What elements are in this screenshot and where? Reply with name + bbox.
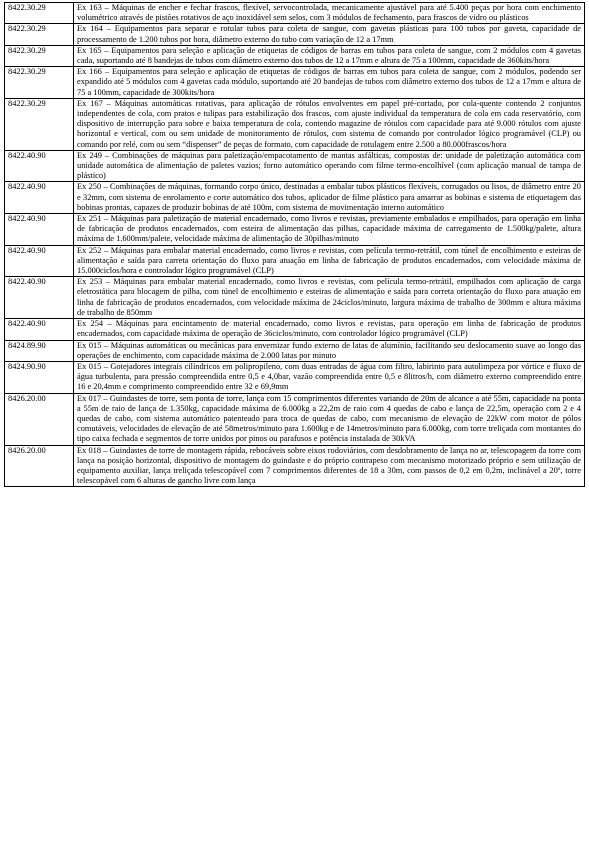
table-row [5,319,585,340]
ncm-code: 8422.30.29 [5,45,74,66]
table-row [5,340,585,361]
table-row [5,24,585,45]
ex-description: Ex 249 – Combinações de máquinas para paletização/empacotamento de mantas asfálticas, compostas de: unidade de paletização automática com unidade automática de alimentação de paletes vazios; forno automático operando com filme termo-encolhível (com aplicação manual de tampa de plástico) [74,150,585,182]
ex-description: Ex 252 – Máquinas para embalar material encadernado, como livros e revistas, com película termo-retrátil, com túnel de encolhimento e esteiras de alimentação e saída para carreta orientação do fluxo para atuação em linha de fabricação de produtos encadernados, com velocidade máxima de 15.000ciclos/hora e controlador lógico programável (CLP) [74,245,585,277]
ex-description: Ex 253 – Máquinas para embalar material encadernado, como livros e revistas, com película termo-retrátil, empilhados com aplicação de carga eletrostática para blocagem de pilha, com túnel de encolhimento e esteiras de alimentação e saída para correta orientação do fluxo para atuação em linha de fabricação de produtos encadernados, com velocidade máxima de 24ciclos/minuto, largura máxima de trabalho de 300mm e altura máxima de trabalho de 850mm [74,277,585,319]
ncm-code: 8422.40.90 [5,150,74,182]
ex-description: Ex 015 – Máquinas automáticas ou mecânicas para envernizar fundo externo de latas de alumínio, facilitando seu deslocamento suave ao longo das operações de enchimento, com capacidade máxima de 2.000 latas por minuto [74,340,585,361]
table-row [5,45,585,66]
ex-description: Ex 251 – Máquinas para paletização de material encadernado, como livros e revistas, previamente embalados e empilhados, para operação em linha de fabricação de produtos encadernados, com esteira de alimentação das pilhas, capacidade máxima de carregamento de 1.500kg/palete, altura máxima de 1.600mm/palete, velocidade máxima de alimentação de 30pilhas/minuto [74,214,585,246]
tariff-table [4,2,585,487]
ex-description: Ex 165 – Equipamentos para seleção e aplicação de etiquetas de códigos de barras em tubos para coleta de sangue, com 2 módulos com 4 gavetas cada, suportando até 8 bandejas de tubos com diâmetro externo dos tubos de 12 a 17mm e altura de 75 a 100mm, capacidade de 360kits/hora [74,45,585,66]
ex-description: Ex 167 – Máquinas automáticas rotativas, para aplicação de rótulos envolventes em papel pré-cortado, por cola-quente contendo 2 conjuntos independentes de cola, com pratos e tulipas para estabilização dos frascos, com ajuste individual da temperatura de cola em cada reservatório, com dispositivo de interrupção para sobre e baixa temperatura de cola, contendo magazine de rótulos com capacidade para até 9.000 rótulos com ajuste horizontal e vertical, com ou sem unidade de monitoramento de rótulos, com sistema de comando por controlador lógico programável (CLP) ou comando por relé, com ou sem “dispenser” de peças de formato, com capacidade de rotulagem entre 2.500 a 80.000frascos/hora [74,98,585,150]
ncm-code: 8424.90.90 [5,361,74,393]
table-row [5,182,585,214]
ex-description: Ex 017 – Guindastes de torre, sem ponta de torre, lança com 15 comprimentos diferentes variando de 20m de alcance a até 55m, capacidade na ponta a 55m de raio de lança de 1.350kg, capacidade máxima de 6.000kg a 22,2m de raio com 4 quedas de cabo e lança de 22,5m, operação com 2 e 4 quedas de cabo, com sistema automático patenteado para troca de quedas de cabo, com mecanismo de elevação de 22kW com motor de pólos comutáveis, velocidades de elevação de até 58metros/minuto para 1.600kg e de 14metros/minuto para 6.000kg, com torre treliçada com montantes do tipo caixa fechada e segmentos de torre unidos por pinos ou parafusos e potência instalada de 30kVA [74,393,585,445]
ncm-code: 8422.30.29 [5,98,74,150]
table-row [5,361,585,393]
ex-description: Ex 164 – Equipamentos para separar e rotular tubos para coleta de sangue, com gavetas plásticas para 100 tubos por gaveta, capacidade de processamento de 1.200 tubos por hora, diâmetro externo do tubo com variação de 12 a 17mm [74,24,585,45]
table-row [5,98,585,150]
ncm-code: 8426.20.00 [5,393,74,445]
ncm-code: 8422.40.90 [5,182,74,214]
table-row [5,3,585,24]
ex-description: Ex 250 – Combinações de máquinas, formando corpo único, destinadas a embalar tubos plásticos flexíveis, corrugados ou lisos, de diâmetro entre 20 e 32mm, com sistema de enrolamento e corte automático dos tubos, aplicador de filme plástico para amarrar as bobinas e sistema de etiquetagem das bobinas prontas, capazes de produzir bobinas de até 100m, com sistema de movimentação interno automático [74,182,585,214]
table-row [5,214,585,246]
ex-description: Ex 018 – Guindastes de torre de montagem rápida, rebocáveis sobre eixos rodoviários, com desdobramento de lança no ar, telescopagem da torre com lança na posição horizontal, dispositivo de montagem do guindaste e do próprio contrapeso com mecanismo motorizado próprio e sem utilização de equipamento auxiliar, lança treliçada telescopável com 7 comprimentos diferentes de 18 a 30m, com passos de 0,2 em 0,2m, inclinável a 20º, torre telescopável com 6 alturas de gancho livre com lança [74,445,585,487]
ex-description: Ex 163 – Máquinas de encher e fechar frascos, flexível, servocontrolada, mecanicamente ajustável para até 5.400 peças por hora com enchimento volumétrico através de pistões rotativos de aço inoxidável sem selos, com 3 módulos de fechamento, para frascos de vidro ou plásticos [74,3,585,24]
ex-description: Ex 015 – Gotejadores integrais cilíndricos em polipropileno, com duas entradas de água com filtro, labirinto para autolimpeza por vórtice e fluxo de água turbulenta, para pressão compreendida entre 0,5 e 4,0bar, vazão compreendida entre 0,5 e 8litros/h, com diâmetro externo compreendido entre 16 e 20,4mm e comprimento compreendido entre 32 e 69,9mm [74,361,585,393]
ncm-code: 8422.40.90 [5,214,74,246]
table-row [5,67,585,99]
table-row [5,150,585,182]
ex-description: Ex 254 – Máquinas para encintamento de material encadernado, como livros e revistas, para operação em linha de fabricação de produtos encadernados, com capacidade máxima de operação de 36ciclos/minuto, com controlador lógico programável (CLP) [74,319,585,340]
ncm-code: 8422.40.90 [5,277,74,319]
table-row [5,277,585,319]
ncm-code: 8422.30.29 [5,3,74,24]
ncm-code: 8422.40.90 [5,319,74,340]
tariff-table-body [5,3,585,487]
tariff-table-container [4,2,585,487]
ncm-code: 8422.40.90 [5,245,74,277]
table-row [5,393,585,445]
ncm-code: 8426.20.00 [5,445,74,487]
table-row [5,445,585,487]
ncm-code: 8424.89.90 [5,340,74,361]
ex-description: Ex 166 – Equipamentos para seleção e aplicação de etiquetas de códigos de barras em tubos para coleta de sangue, com 2 módulos, podendo ser expandido até 5 módulos com 4 gavetas cada módulo, suportando até 20 bandejas de tubos com diâmetro externo dos tubos de 12 a 17mm e altura de 75 a 100mm, capacidade de 300kits/hora [74,67,585,99]
ncm-code: 8422.30.29 [5,67,74,99]
table-row [5,245,585,277]
ncm-code: 8422.30.29 [5,24,74,45]
